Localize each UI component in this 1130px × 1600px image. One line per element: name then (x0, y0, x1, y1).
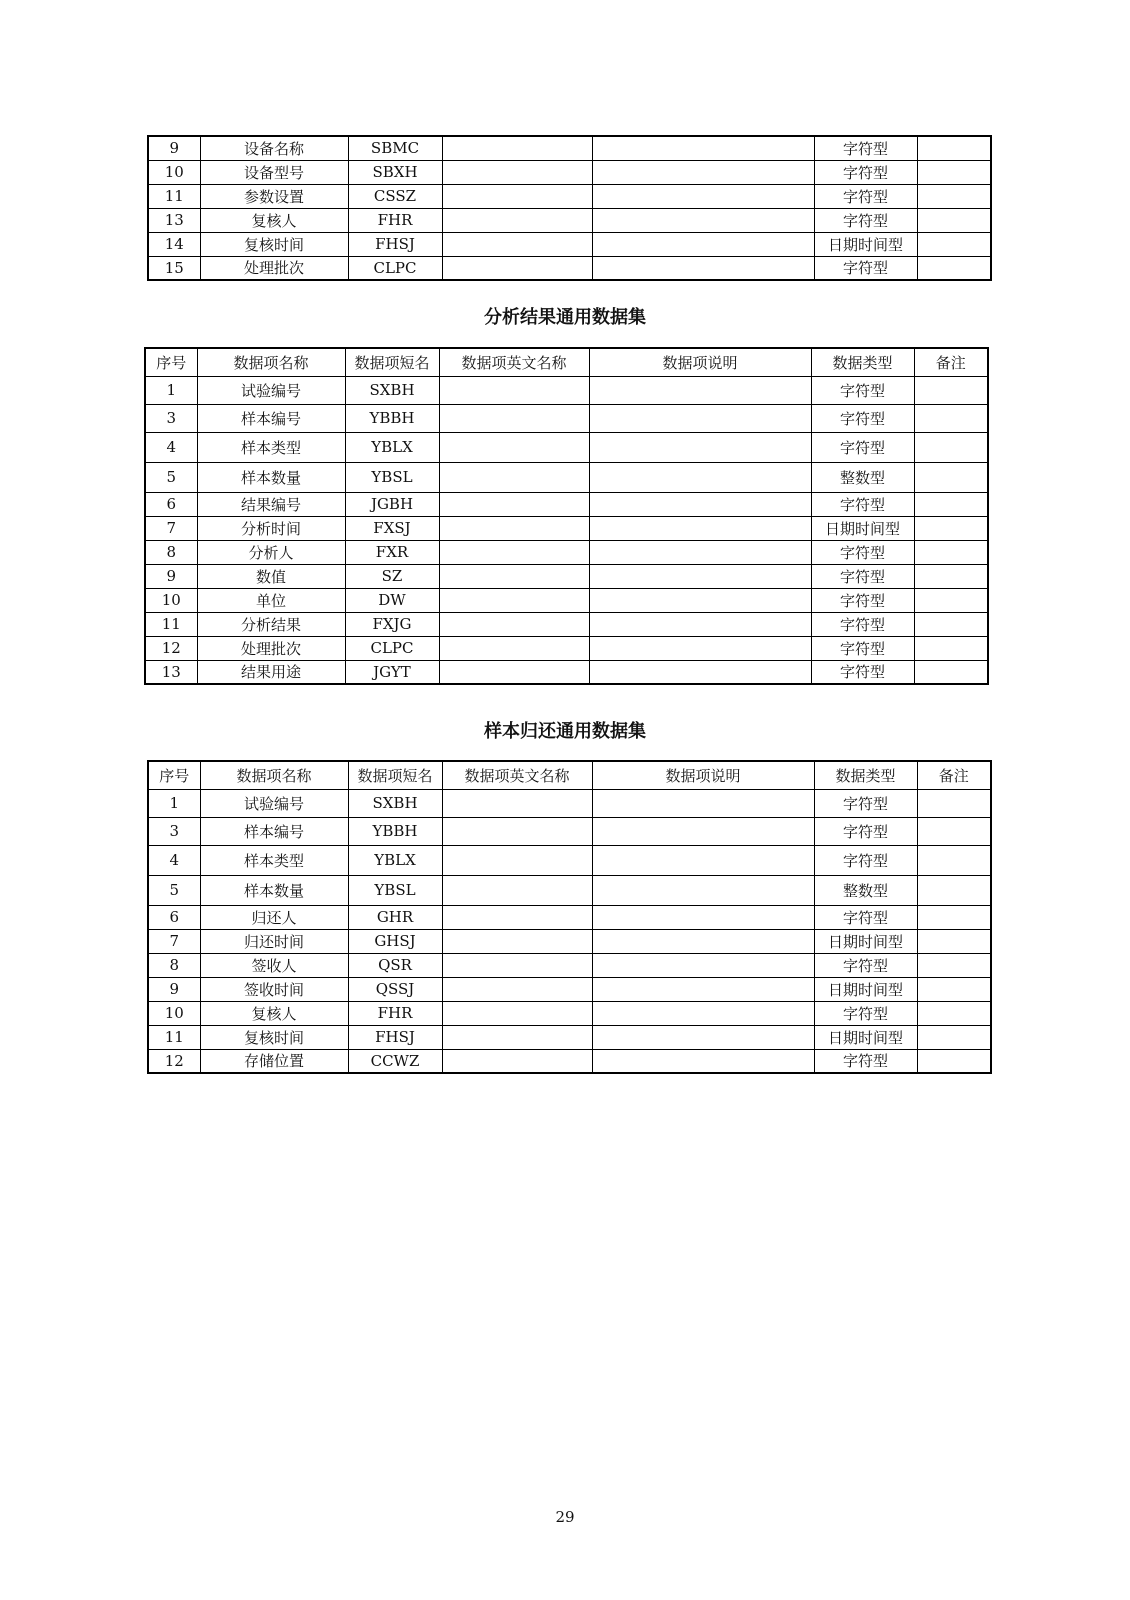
cell-description (589, 588, 811, 612)
cell-name: 设备名称 (200, 136, 348, 160)
cell-english-name (442, 160, 592, 184)
cell-data-type: 日期时间型 (814, 232, 917, 256)
cell-english-name (442, 929, 592, 953)
table-top-body (148, 136, 991, 280)
cell-index: 7 (145, 516, 197, 540)
cell-index: 3 (148, 817, 200, 845)
table-row (148, 845, 991, 875)
col-header-description: 数据项说明 (592, 761, 814, 789)
cell-index: 10 (148, 1001, 200, 1025)
cell-name: 试验编号 (200, 789, 348, 817)
cell-index: 5 (148, 875, 200, 905)
cell-name: 分析人 (197, 540, 345, 564)
col-header-description: 数据项说明 (589, 348, 811, 376)
cell-name: 样本类型 (200, 845, 348, 875)
cell-short-name: SXBH (348, 789, 442, 817)
table-row (148, 875, 991, 905)
cell-english-name (442, 977, 592, 1001)
cell-english-name (442, 817, 592, 845)
cell-index: 9 (145, 564, 197, 588)
cell-data-type: 日期时间型 (814, 977, 917, 1001)
cell-short-name: CLPC (345, 636, 439, 660)
cell-short-name: GHR (348, 905, 442, 929)
cell-index: 9 (148, 977, 200, 1001)
cell-english-name (439, 660, 589, 684)
cell-remarks (914, 540, 988, 564)
cell-short-name: QSR (348, 953, 442, 977)
cell-description (589, 492, 811, 516)
cell-name: 单位 (197, 588, 345, 612)
cell-description (592, 953, 814, 977)
cell-english-name (442, 953, 592, 977)
cell-description (592, 1049, 814, 1073)
table-row (148, 929, 991, 953)
table-row (145, 564, 988, 588)
cell-remarks (917, 136, 991, 160)
cell-remarks (917, 232, 991, 256)
cell-name: 样本类型 (197, 432, 345, 462)
cell-short-name: FHSJ (348, 232, 442, 256)
cell-description (592, 905, 814, 929)
cell-short-name: FHSJ (348, 1025, 442, 1049)
cell-index: 13 (145, 660, 197, 684)
cell-remarks (917, 1025, 991, 1049)
col-header-index: 序号 (148, 761, 200, 789)
cell-short-name: CSSZ (348, 184, 442, 208)
cell-description (592, 1025, 814, 1049)
cell-remarks (914, 432, 988, 462)
section-title-return: 样本归还通用数据集 (484, 721, 646, 742)
col-header-data-type: 数据类型 (814, 761, 917, 789)
cell-description (589, 612, 811, 636)
cell-name: 结果用途 (197, 660, 345, 684)
cell-data-type: 字符型 (811, 540, 914, 564)
cell-remarks (914, 588, 988, 612)
cell-english-name (442, 136, 592, 160)
cell-short-name: QSSJ (348, 977, 442, 1001)
col-header-index: 序号 (145, 348, 197, 376)
cell-data-type: 字符型 (811, 612, 914, 636)
col-header-short-name: 数据项短名 (345, 348, 439, 376)
cell-short-name: FXR (345, 540, 439, 564)
col-header-short-name: 数据项短名 (348, 761, 442, 789)
cell-english-name (439, 492, 589, 516)
table-row (145, 376, 988, 404)
cell-english-name (442, 184, 592, 208)
cell-data-type: 字符型 (811, 660, 914, 684)
cell-remarks (917, 1049, 991, 1073)
table-return (147, 760, 992, 1074)
cell-remarks (914, 516, 988, 540)
cell-name: 样本编号 (197, 404, 345, 432)
cell-remarks (914, 612, 988, 636)
page-number: 29 (555, 1508, 575, 1526)
cell-description (592, 817, 814, 845)
cell-description (592, 208, 814, 232)
cell-short-name: SXBH (345, 376, 439, 404)
cell-short-name: YBLX (348, 845, 442, 875)
cell-data-type: 字符型 (814, 256, 917, 280)
cell-name: 处理批次 (197, 636, 345, 660)
cell-short-name: SBMC (348, 136, 442, 160)
cell-data-type: 字符型 (814, 817, 917, 845)
cell-data-type: 日期时间型 (811, 516, 914, 540)
cell-description (592, 789, 814, 817)
table-return-body (148, 789, 991, 1073)
cell-english-name (442, 1025, 592, 1049)
table-row (145, 404, 988, 432)
table-row (148, 160, 991, 184)
cell-description (589, 516, 811, 540)
table-row (145, 432, 988, 462)
cell-index: 15 (148, 256, 200, 280)
cell-index: 6 (145, 492, 197, 516)
cell-index: 11 (145, 612, 197, 636)
cell-english-name (439, 564, 589, 588)
col-header-data-type: 数据类型 (811, 348, 914, 376)
table-row (148, 977, 991, 1001)
cell-english-name (439, 612, 589, 636)
cell-short-name: YBBH (345, 404, 439, 432)
cell-short-name: YBLX (345, 432, 439, 462)
cell-data-type: 字符型 (814, 208, 917, 232)
table-row (145, 492, 988, 516)
cell-index: 10 (145, 588, 197, 612)
cell-description (592, 875, 814, 905)
cell-short-name: YBSL (348, 875, 442, 905)
cell-description (592, 256, 814, 280)
cell-english-name (442, 905, 592, 929)
cell-index: 1 (145, 376, 197, 404)
cell-description (589, 564, 811, 588)
cell-index: 13 (148, 208, 200, 232)
cell-english-name (439, 376, 589, 404)
cell-short-name: YBSL (345, 462, 439, 492)
table-row (148, 1001, 991, 1025)
cell-name: 样本数量 (197, 462, 345, 492)
cell-index: 9 (148, 136, 200, 160)
col-header-remarks: 备注 (914, 348, 988, 376)
cell-short-name: CCWZ (348, 1049, 442, 1073)
cell-short-name: YBBH (348, 817, 442, 845)
table-row (148, 256, 991, 280)
cell-data-type: 日期时间型 (814, 929, 917, 953)
table-row (145, 636, 988, 660)
cell-name: 存储位置 (200, 1049, 348, 1073)
cell-english-name (442, 232, 592, 256)
cell-remarks (917, 184, 991, 208)
cell-description (589, 660, 811, 684)
table-row (148, 232, 991, 256)
cell-name: 复核人 (200, 1001, 348, 1025)
cell-remarks (917, 160, 991, 184)
cell-description (589, 462, 811, 492)
cell-english-name (442, 1049, 592, 1073)
cell-index: 8 (145, 540, 197, 564)
cell-data-type: 字符型 (811, 432, 914, 462)
cell-description (589, 432, 811, 462)
cell-name: 样本编号 (200, 817, 348, 845)
cell-index: 4 (145, 432, 197, 462)
cell-remarks (914, 636, 988, 660)
cell-index: 10 (148, 160, 200, 184)
cell-short-name: SBXH (348, 160, 442, 184)
col-header-name: 数据项名称 (200, 761, 348, 789)
cell-name: 试验编号 (197, 376, 345, 404)
cell-name: 分析结果 (197, 612, 345, 636)
cell-short-name: FHR (348, 1001, 442, 1025)
cell-data-type: 字符型 (814, 905, 917, 929)
cell-remarks (914, 564, 988, 588)
cell-short-name: CLPC (348, 256, 442, 280)
table-row (145, 612, 988, 636)
cell-index: 8 (148, 953, 200, 977)
col-header-name: 数据项名称 (197, 348, 345, 376)
table-row (145, 462, 988, 492)
cell-index: 12 (148, 1049, 200, 1073)
cell-remarks (914, 404, 988, 432)
cell-name: 样本数量 (200, 875, 348, 905)
cell-remarks (914, 660, 988, 684)
cell-index: 5 (145, 462, 197, 492)
table-row (148, 905, 991, 929)
section-title-analysis: 分析结果通用数据集 (484, 307, 646, 328)
cell-remarks (917, 789, 991, 817)
col-header-english-name: 数据项英文名称 (439, 348, 589, 376)
cell-data-type: 字符型 (814, 160, 917, 184)
table-row (148, 817, 991, 845)
cell-description (592, 929, 814, 953)
col-header-english-name: 数据项英文名称 (442, 761, 592, 789)
table-row (148, 208, 991, 232)
cell-data-type: 日期时间型 (814, 1025, 917, 1049)
cell-english-name (442, 1001, 592, 1025)
cell-english-name (439, 540, 589, 564)
table-row (148, 1049, 991, 1073)
cell-short-name: GHSJ (348, 929, 442, 953)
table-row (148, 1025, 991, 1049)
cell-remarks (917, 905, 991, 929)
cell-remarks (917, 953, 991, 977)
cell-english-name (439, 462, 589, 492)
cell-name: 参数设置 (200, 184, 348, 208)
cell-data-type: 字符型 (814, 953, 917, 977)
cell-data-type: 字符型 (811, 564, 914, 588)
table-row (145, 540, 988, 564)
cell-data-type: 整数型 (811, 462, 914, 492)
cell-remarks (914, 492, 988, 516)
cell-data-type: 字符型 (814, 184, 917, 208)
cell-remarks (917, 977, 991, 1001)
cell-description (592, 136, 814, 160)
cell-english-name (442, 256, 592, 280)
cell-data-type: 字符型 (811, 376, 914, 404)
cell-name: 结果编号 (197, 492, 345, 516)
cell-description (592, 977, 814, 1001)
cell-data-type: 字符型 (814, 1001, 917, 1025)
cell-remarks (914, 376, 988, 404)
cell-remarks (917, 929, 991, 953)
table-header-row (148, 761, 991, 789)
cell-english-name (442, 875, 592, 905)
cell-description (592, 160, 814, 184)
cell-index: 14 (148, 232, 200, 256)
cell-index: 12 (145, 636, 197, 660)
cell-remarks (917, 208, 991, 232)
cell-index: 1 (148, 789, 200, 817)
cell-index: 11 (148, 1025, 200, 1049)
cell-remarks (917, 817, 991, 845)
cell-english-name (439, 432, 589, 462)
cell-english-name (439, 516, 589, 540)
cell-description (592, 184, 814, 208)
cell-english-name (439, 404, 589, 432)
cell-remarks (914, 462, 988, 492)
cell-data-type: 字符型 (811, 636, 914, 660)
cell-name: 归还人 (200, 905, 348, 929)
table-row (145, 660, 988, 684)
cell-short-name: JGYT (345, 660, 439, 684)
col-header-remarks: 备注 (917, 761, 991, 789)
cell-short-name: SZ (345, 564, 439, 588)
cell-english-name (442, 789, 592, 817)
table-row (148, 953, 991, 977)
cell-index: 11 (148, 184, 200, 208)
cell-description (592, 845, 814, 875)
cell-data-type: 字符型 (811, 404, 914, 432)
cell-name: 设备型号 (200, 160, 348, 184)
cell-remarks (917, 845, 991, 875)
cell-data-type: 字符型 (814, 1049, 917, 1073)
cell-short-name: FHR (348, 208, 442, 232)
cell-english-name (439, 636, 589, 660)
cell-name: 分析时间 (197, 516, 345, 540)
table-top (147, 135, 992, 281)
cell-remarks (917, 256, 991, 280)
cell-short-name: FXSJ (345, 516, 439, 540)
cell-data-type: 字符型 (811, 492, 914, 516)
cell-name: 签收人 (200, 953, 348, 977)
cell-english-name (439, 588, 589, 612)
table-analysis-body (145, 376, 988, 684)
cell-remarks (917, 875, 991, 905)
cell-index: 4 (148, 845, 200, 875)
cell-english-name (442, 845, 592, 875)
cell-name: 复核时间 (200, 1025, 348, 1049)
cell-description (589, 636, 811, 660)
table-row (148, 136, 991, 160)
cell-description (589, 540, 811, 564)
cell-short-name: JGBH (345, 492, 439, 516)
cell-short-name: DW (345, 588, 439, 612)
cell-index: 3 (145, 404, 197, 432)
cell-description (589, 376, 811, 404)
cell-description (592, 232, 814, 256)
cell-data-type: 字符型 (814, 789, 917, 817)
cell-remarks (917, 1001, 991, 1025)
table-analysis (144, 347, 989, 685)
cell-index: 6 (148, 905, 200, 929)
cell-data-type: 字符型 (811, 588, 914, 612)
table-header-row (145, 348, 988, 376)
cell-name: 数值 (197, 564, 345, 588)
cell-name: 复核时间 (200, 232, 348, 256)
cell-name: 复核人 (200, 208, 348, 232)
table-row (148, 184, 991, 208)
cell-description (589, 404, 811, 432)
cell-description (592, 1001, 814, 1025)
cell-data-type: 字符型 (814, 136, 917, 160)
table-row (145, 516, 988, 540)
table-row (148, 789, 991, 817)
cell-name: 签收时间 (200, 977, 348, 1001)
cell-data-type: 字符型 (814, 845, 917, 875)
cell-index: 7 (148, 929, 200, 953)
cell-name: 处理批次 (200, 256, 348, 280)
cell-short-name: FXJG (345, 612, 439, 636)
cell-data-type: 整数型 (814, 875, 917, 905)
cell-english-name (442, 208, 592, 232)
cell-name: 归还时间 (200, 929, 348, 953)
table-row (145, 588, 988, 612)
